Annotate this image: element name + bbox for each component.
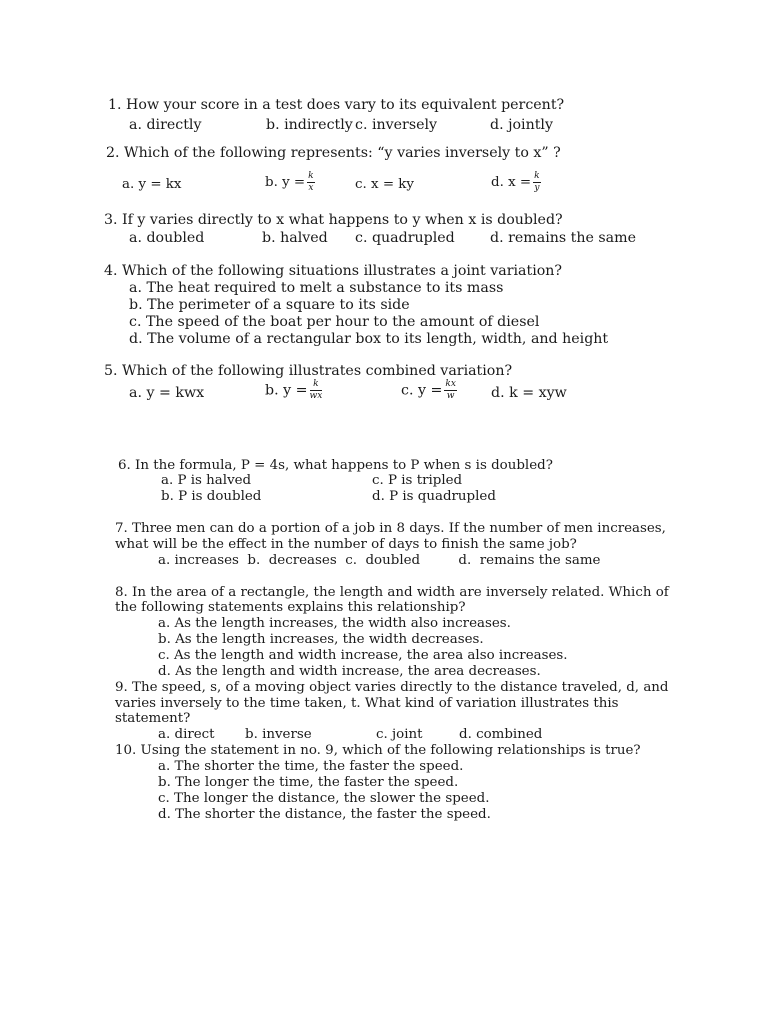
q5-option-b-fraction (310, 380, 323, 401)
q2-option-c: c. x = ky (355, 177, 414, 192)
q5-option-b (265, 380, 322, 401)
q1-option-a: a. directly (129, 117, 202, 133)
fraction-denominator: x (308, 183, 314, 193)
q10-stem: 10. Using the statement in no. 9, which of the following relationships is true? (115, 743, 641, 758)
q5-option-c (401, 380, 457, 401)
q2-option-a: a. y = kx (122, 177, 182, 192)
q5-option-c-fraction (444, 380, 457, 401)
q2-option-d-fraction (533, 172, 540, 193)
q2-option-b-fraction (307, 172, 314, 193)
fraction-denominator: w (446, 391, 455, 401)
q9-stem-line-2: varies inversely to the time taken, t. What kind of variation illustrates this (115, 696, 619, 711)
q4-option-a: a. The heat required to melt a substance to its mass (129, 280, 504, 296)
q9-stem-line-1: 9. The speed, s, of a moving object varies directly to the distance traveled, d, and (115, 680, 669, 695)
q1-option-b: b. indirectly (266, 117, 353, 133)
q5-option-a: a. y = kwx (129, 385, 205, 401)
q2-option-d-label: d. x = (491, 175, 532, 190)
fraction-numerator: kx (445, 379, 456, 389)
q3-option-d: d. remains the same (490, 230, 636, 246)
q4-stem: 4. Which of the following situations illustrates a joint variation? (104, 263, 563, 279)
q5-stem: 5. Which of the following illustrates combined variation? (104, 363, 513, 379)
q8-option-a: a. As the length increases, the width also increases. (158, 616, 511, 631)
q8-option-d: d. As the length and width increase, the area decreases. (158, 664, 541, 679)
fraction-denominator: wx (309, 391, 323, 401)
fraction-numerator: k (534, 171, 540, 181)
fraction-numerator: k (310, 380, 323, 391)
q2-option-b (265, 172, 315, 193)
q6-option-a: a. P is halved (161, 473, 252, 488)
q2-option-d (491, 172, 541, 193)
q2-stem: 2. Which of the following represents: “y varies inversely to x” ? (106, 145, 561, 161)
q6-option-c: c. P is tripled (372, 473, 463, 488)
q9-option-d: d. combined (459, 727, 543, 742)
q6-stem: 6. In the formula, P = 4s, what happens to P when s is doubled? (118, 458, 553, 473)
q9-option-c: c. joint (376, 727, 423, 742)
q5-option-c-label: c. y = (401, 382, 443, 399)
q6-option-b: b. P is doubled (161, 489, 262, 504)
q9-option-b: b. inverse (245, 727, 312, 742)
q10-option-b: b. The longer the time, the faster the speed. (158, 775, 459, 790)
q3-stem: 3. If y varies directly to x what happens to y when x is doubled? (104, 212, 563, 228)
q7-options: a. increases b. decreases c. doubled d. remains the same (158, 553, 601, 568)
q9-stem-line-3: statement? (115, 711, 191, 726)
q9-option-a: a. direct (158, 727, 215, 742)
fraction-denominator: y (534, 183, 540, 193)
q4-option-b: b. The perimeter of a square to its side (129, 297, 410, 313)
q8-stem-line-2: the following statements explains this relationship? (115, 600, 466, 615)
q2-option-b-label: b. y = (265, 175, 306, 190)
q8-option-c: c. As the length and width increase, the area also increases. (158, 648, 568, 663)
q3-option-a: a. doubled (129, 230, 205, 246)
q5-option-b-label: b. y = (265, 382, 308, 399)
q6-option-d: d. P is quadrupled (372, 489, 496, 504)
q10-option-a: a. The shorter the time, the faster the speed. (158, 759, 464, 774)
q3-option-c: c. quadrupled (355, 230, 455, 246)
q10-option-d: d. The shorter the distance, the faster the speed. (158, 807, 491, 822)
fraction-numerator: k (308, 171, 314, 181)
q4-option-c: c. The speed of the boat per hour to the amount of diesel (129, 314, 540, 330)
q4-option-d: d. The volume of a rectangular box to its length, width, and height (129, 331, 609, 347)
q1-option-c: c. inversely (355, 117, 438, 133)
q5-option-d: d. k = xyw (491, 385, 567, 401)
q1-stem: 1. How your score in a test does vary to its equivalent percent? (108, 97, 565, 113)
q10-option-c: c. The longer the distance, the slower the speed. (158, 791, 490, 806)
q1-option-d: d. jointly (490, 117, 553, 133)
q7-stem-line-1: 7. Three men can do a portion of a job in 8 days. If the number of men increases, (115, 521, 666, 536)
q3-option-b: b. halved (262, 230, 328, 246)
q8-option-b: b. As the length increases, the width decreases. (158, 632, 484, 647)
q8-stem-line-1: 8. In the area of a rectangle, the length and width are inversely related. Which of (115, 585, 669, 600)
q7-stem-line-2: what will be the effect in the number of days to finish the same job? (115, 537, 577, 552)
